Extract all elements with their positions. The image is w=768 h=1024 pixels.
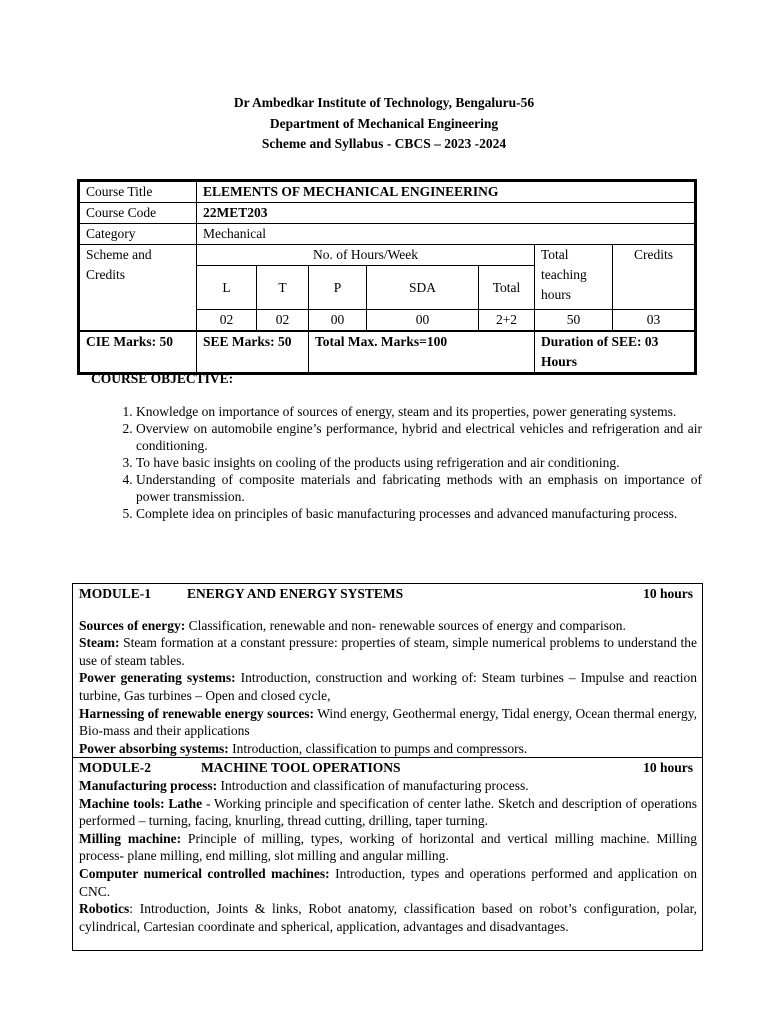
- category-label: Category: [80, 224, 197, 245]
- val-total: 2+2: [479, 310, 535, 332]
- see-marks: SEE Marks: 50: [197, 331, 309, 373]
- col-p-header: P: [309, 266, 367, 310]
- module-header: [79, 585, 697, 603]
- module-hours: 10 hours: [643, 760, 693, 776]
- module-2: [73, 757, 702, 935]
- objective-item: 2. Overview on automobile engine’s performance, hybrid and electrical vehicles and refrigeration and air conditioning.: [136, 420, 702, 454]
- module-paragraph: [79, 705, 697, 740]
- institute-name: Dr Ambedkar Institute of Technology, Bengaluru-56: [233, 95, 535, 110]
- course-title-label: Course Title: [80, 182, 197, 203]
- col-t-header: T: [257, 266, 309, 310]
- objective-item: 1. Knowledge on importance of sources of energy, steam and its properties, power generating systems.: [136, 403, 702, 420]
- module-header: [79, 759, 697, 777]
- val-l: 02: [197, 310, 257, 332]
- val-t: 02: [257, 310, 309, 332]
- course-info-table: [79, 181, 695, 373]
- category-value: Mechanical: [197, 224, 695, 245]
- course-title-value: ELEMENTS OF MECHANICAL ENGINEERING: [197, 182, 695, 203]
- topic-heading: Power generating systems:: [79, 670, 236, 686]
- scheme-title: Scheme and Syllabus - CBCS – 2023 -2024: [261, 136, 507, 151]
- topic-heading: Computer numerical controlled machines:: [79, 865, 330, 881]
- topic-text: : Introduction, Joints & links, Robot anatomy, classification based on robot’s configuration, polar, cylindrical, Cartesian coordinate and spherical, application, advantages and disadvantages.: [79, 901, 697, 934]
- val-credits: 03: [613, 310, 695, 332]
- topic-heading: Machine tools: Lathe: [79, 795, 203, 811]
- module-number: MODULE-1: [79, 586, 151, 601]
- module-paragraph: [79, 865, 697, 900]
- topic-text: Classification, renewable and non- renewable sources of energy and comparison.: [185, 617, 626, 633]
- topic-heading: Power absorbing systems:: [79, 740, 229, 756]
- topic-text: Introduction, classification to pumps and compressors.: [228, 740, 528, 756]
- module-number: MODULE-2: [79, 760, 151, 776]
- objective-item: 5. Complete idea on principles of basic manufacturing processes and advanced manufacturing process.: [136, 505, 702, 522]
- topic-text: Introduction, types and operations performed and application on CNC.: [79, 865, 697, 899]
- scheme-credits-label: Scheme and Credits: [80, 245, 197, 332]
- val-p: 00: [309, 310, 367, 332]
- course-objectives-list: [112, 403, 702, 522]
- module-paragraph: [79, 795, 697, 830]
- module-paragraph: [79, 777, 697, 795]
- module-hours: 10 hours: [643, 586, 693, 601]
- total-max-marks: Total Max. Marks=100: [309, 331, 535, 373]
- department-name: Department of Mechanical Engineering: [269, 115, 499, 131]
- topic-heading: Harnessing of renewable energy sources:: [79, 705, 315, 721]
- topic-text: Wind energy, Geothermal energy, Tidal energy, Ocean thermal energy, Bio-mass and their applications: [79, 705, 697, 739]
- topic-heading: Milling machine:: [79, 830, 182, 846]
- topic-text: Introduction, construction and working of: Steam turbines – Impulse and reaction turbine, Gas turbines – Open and closed cycle,: [79, 670, 697, 703]
- cie-marks: CIE Marks: 50: [80, 331, 197, 373]
- topic-text: - Working principle and specification of center lathe. Sketch and description of operations performed – turning, facing, knurling, thread cutting, drilling, taper turning.: [79, 795, 697, 829]
- topic-heading: Steam:: [79, 635, 120, 651]
- module-paragraph: [79, 617, 697, 635]
- modules-table: [72, 583, 703, 951]
- objective-item: 3. To have basic insights on cooling of the products using refrigeration and air conditioning.: [136, 454, 702, 471]
- topic-text: Introduction and classification of manufacturing process.: [217, 777, 529, 793]
- topic-text: Steam formation at a constant pressure: properties of steam, simple numerical problems to understand the use of steam tables.: [79, 635, 697, 668]
- hours-week-header: No. of Hours/Week: [197, 245, 535, 266]
- module-paragraph: [79, 634, 697, 669]
- course-objective-title: COURSE OBJECTIVE:: [91, 371, 234, 386]
- module-paragraph: [79, 740, 697, 758]
- document-header: [0, 93, 768, 155]
- see-duration: Duration of SEE: 03 Hours: [535, 331, 695, 373]
- topic-heading: Manufacturing process:: [79, 777, 218, 793]
- credits-label: Credits: [613, 245, 695, 310]
- val-teaching-hours: 50: [535, 310, 613, 332]
- course-code-label: Course Code: [80, 203, 197, 224]
- col-total-header: Total: [479, 266, 535, 310]
- topic-heading: Robotics: [79, 901, 130, 917]
- objective-item: 4. Understanding of composite materials and fabricating methods with an emphasis on importance of power transmission.: [136, 471, 702, 505]
- teaching-hours-label: Total teaching hours: [535, 245, 613, 310]
- col-l-header: L: [197, 266, 257, 310]
- module-1: [73, 585, 702, 757]
- col-sda-header: SDA: [367, 266, 479, 310]
- course-code-value: 22MET203: [197, 203, 695, 224]
- topic-text: Principle of milling, types, working of horizontal and vertical milling machine. Milling process- plane milling, end milling, slot milling and angular milling.: [79, 830, 697, 864]
- module-paragraph: [79, 900, 697, 935]
- module-paragraph: [79, 669, 697, 704]
- module-paragraph: [79, 830, 697, 865]
- topic-heading: Sources of energy:: [79, 617, 186, 633]
- module-title: ENERGY AND ENERGY SYSTEMS: [187, 586, 404, 601]
- module-title: MACHINE TOOL OPERATIONS: [201, 760, 401, 776]
- val-sda: 00: [367, 310, 479, 332]
